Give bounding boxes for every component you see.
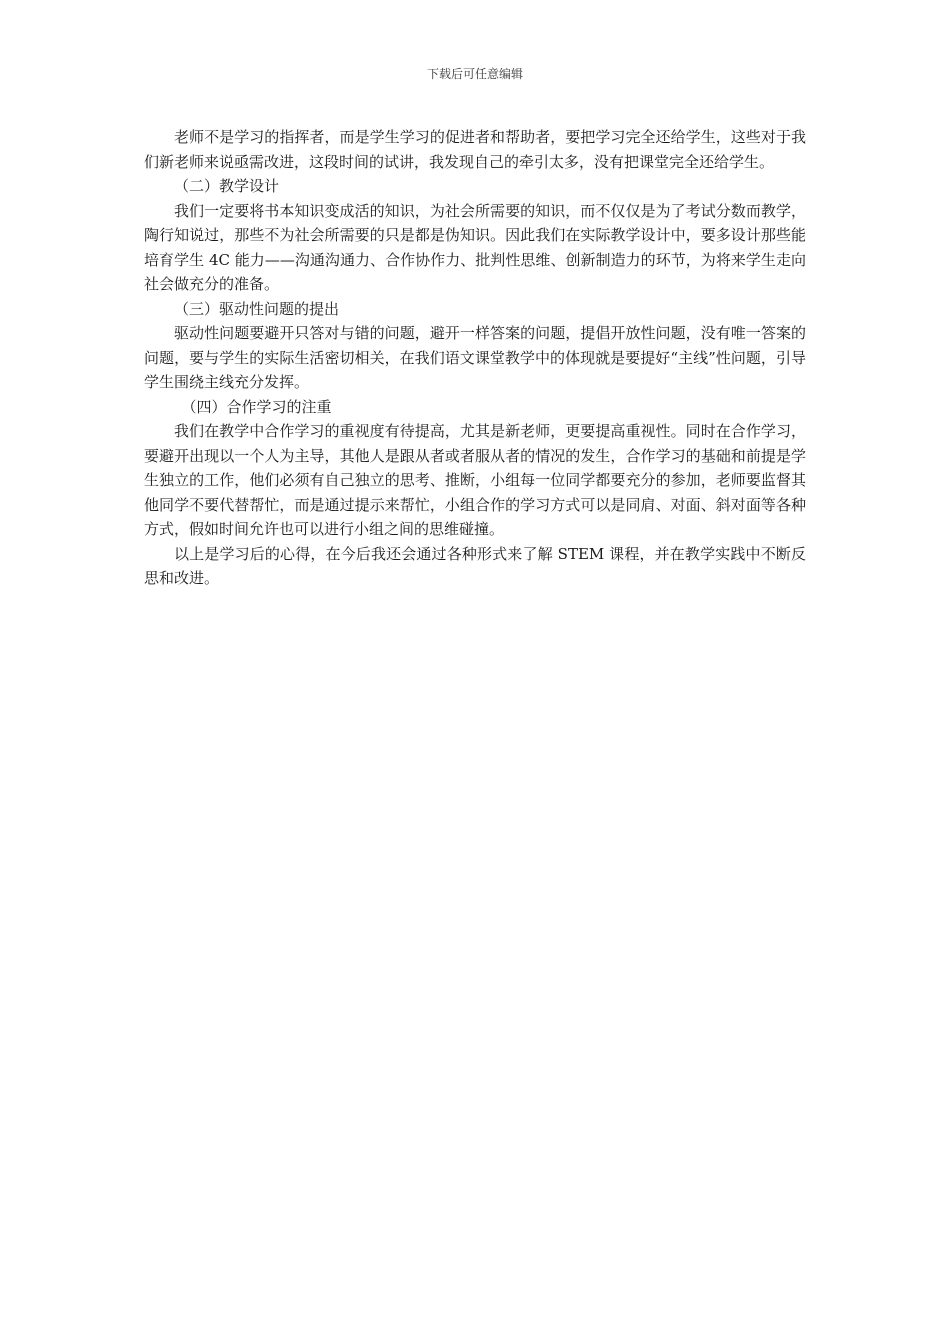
paragraph-driving-questions: 驱动性问题要避开只答对与错的问题，避开一样答案的问题，提倡开放性问题，没有唯一答案的问题，要与学生的实际生活密切相关，在我们语文课堂教学中的体现就是要提好“主线”性问题，引导学生围绕主线充分发挥。 (144, 324, 806, 391)
paragraph-teacher-role: 老师不是学习的指挥者，而是学生学习的促进者和帮助者，要把学习完全还给学生，这些对于我们新老师来说亟需改进，这段时间的试讲，我发现自己的牵引太多，没有把课堂完全还给学生。 (144, 128, 806, 171)
paragraph-cooperative-learning: 我们在教学中合作学习的重视度有待提高，尤其是新老师，更要提高重视性。同时在合作学习，要避开出现以一个人为主导，其他人是跟从者或者服从者的情况的发生，合作学习的基础和前提是学生独立的工作，他们必须有自己独立的思考、推断，小组每一位同学都要充分的参加，老师要监督其他同学不要代替帮忙，而是通过提示来帮忙，小组合作的学习方式可以是同肩、对面、斜对面等各种方式，假如时间允许也可以进行小组之间的思维碰撞。 (144, 422, 806, 538)
section-heading-teaching-design: （二）教学设计 (174, 177, 280, 195)
paragraph-teaching-design: 我们一定要将书本知识变成活的知识，为社会所需要的知识，而不仅仅是为了考试分数而教学，陶行知说过，那些不为社会所需要的只是都是伪知识。因此我们在实际教学设计中，要多设计那些能培育学生 4C 能力——沟通沟通力、合作协作力、批判性思维、创新制造力的环节，为将来学生走向社会做充分的准备。 (144, 201, 806, 293)
section-heading-cooperative-learning: （四）合作学习的注重 (181, 397, 332, 416)
paragraph-conclusion: 以上是学习后的心得，在今后我还会通过各种形式来了解 STEM 课程，并在教学实践中不断反思和改进。 (144, 544, 806, 587)
document-body (144, 125, 806, 591)
section-heading-driving-questions: （三）驱动性问题的提出 (174, 299, 340, 318)
page-header: 下载后可任意编辑 (426, 67, 523, 81)
